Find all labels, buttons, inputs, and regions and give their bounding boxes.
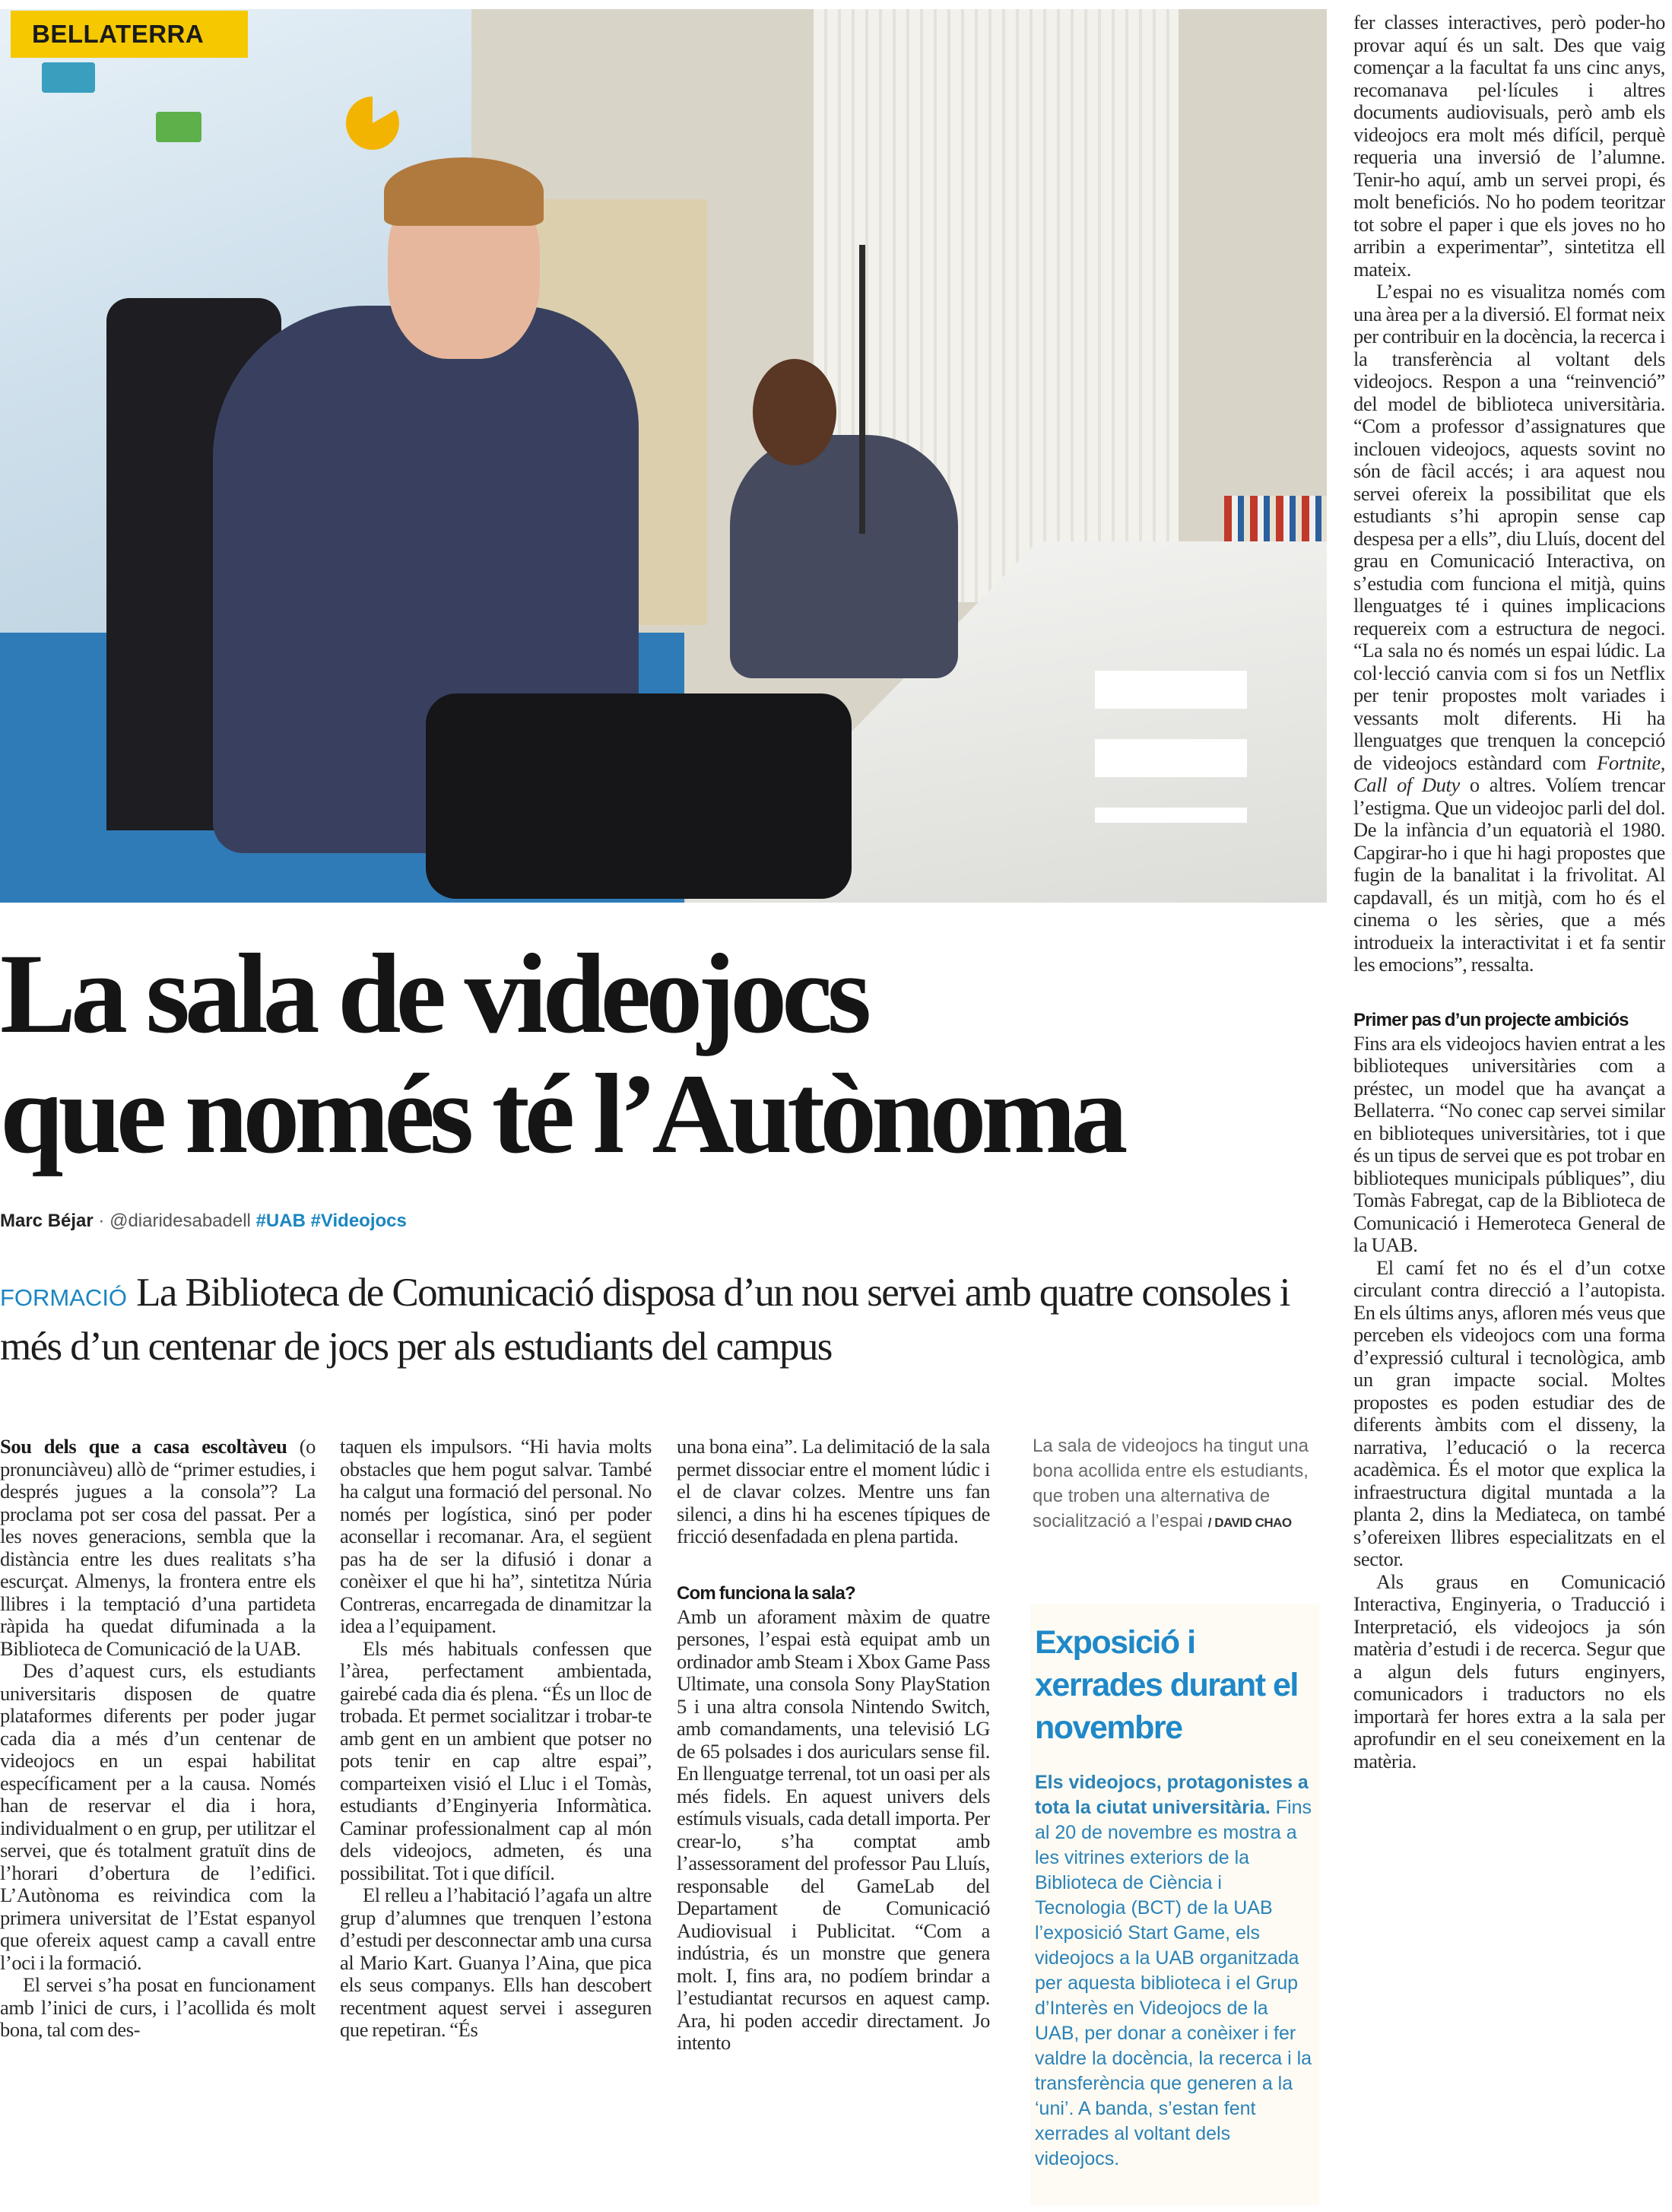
space-invader-icon	[42, 62, 95, 93]
caption-text: La sala de videojocs ha tingut una bona acollida entre els estudiants, que troben una alternativa de socialització a l’espai	[1033, 1436, 1309, 1531]
paragraph	[1353, 281, 1665, 976]
subheadline-text: La Biblioteca de Comunicació disposa d’un nou servei amb quatre consoles i més d’un centenar de jocs per als estudiants del campus	[0, 1271, 1290, 1369]
lead-in: Sou dels que a casa escoltàveu	[0, 1436, 287, 1458]
sidebar-text: Fins al 20 de novembre es mostra a les vitrines exteriors de la Biblioteca de Ciència i Tecnologia (BCT) de la UAB l’exposició Start Game, els videojocs a la UAB organitzada per aquesta biblioteca i el Grup d’Interès en Videojocs de la UAB, per donar a conèixer i fer valdre la docència, la recerca i la transferència que generen a la ‘uni’. A banda, s’estan fent xerrades al voltant dels videojocs.	[1035, 1797, 1312, 2169]
paragraph: Amb un aforament màxim de quatre persones, l’espai està equipat amb un ordinador amb Steam i Xbox Game Pass Ultimate, una consola Sony PlayStation 5 i una altra consola Nintendo Switch, amb comandaments, una televisió LG de 65 polsades i dos auriculars sense fil. En llenguatge terrenal, tot un oasi per als més fidels. En aquest univers dels estímuls visuals, cada detall importa. Per crear-lo, s’ha comptat amb l’assessorament del professor Pau Lluís, responsable del GameLab del Departament de Comunicació Audiovisual i Publicitat. “Com a indústria, és un monstre que genera molt. I, fins ara, no podíem brindar a l’estudiantat recursos en aquest camp. Ara, hi poden accedir directament. Jo intento	[677, 1604, 990, 2054]
headline-line-2: que només té l’Autònoma	[0, 1051, 1123, 1177]
student-hair	[384, 157, 544, 226]
paragraph: El camí fet no és el d’un cotxe circulant contra direcció a l’autopista. En els últims anys, afloren més veus que perceben els videojocs com una forma d’expressió cultural i tecnològica, amb un gran impacte social. Moltes propostes es poden estudiar des de diferents àmbits com el disseny, la narrativa, l’educació o la recerca acadèmica. És el motor que explica la infraestructura digital muntada a la planta 2, dins la Mediateca, on també s’ofereixen llibres especialitzats en el sector.	[1353, 1255, 1665, 1570]
space-invader-icon	[156, 112, 201, 142]
article-column-right	[1353, 11, 1665, 2210]
author: Marc Béjar	[0, 1211, 94, 1231]
section-tag: BELLATERRA	[11, 11, 248, 58]
student-girl-head	[753, 359, 836, 465]
paragraph: Els més habituals confessen que l’àrea, perfectament ambientada, gairebé cada dia és plena. “És un lloc de trobada. Et permet socialitzar i trobar-te amb gent en un ambient que potser no pots tenir en cap altre espai”, comparteixen visió el Lluc i el Tomàs, estudiants d’Enginyeria Informàtica. Caminar professionalment cap al món dels videojocs, admeten, és una possibilitat. Tot i que difícil.	[340, 1636, 652, 1884]
controllers	[1095, 671, 1247, 823]
sidebar-title: Exposició i xerrades durant el novembre	[1035, 1624, 1298, 1746]
article-column-3	[677, 1436, 990, 2211]
paragraph: fer classes interactives, però poder-ho provar aquí és un salt. Des que vaig començar a la facultat fa uns cinc anys, recomanava pel·lícules i altres documents audiovisuals, però amb els videojocs era molt més difícil, perquè requeria una inversió de l’alumne. Tenir-ho aquí, amb un servei propi, és molt beneficiós. No ho podem teoritzar tot sobre el paper i que els joves no ho arribin a experimentar”, sintetitza ell mateix.	[1353, 11, 1665, 281]
article-column-1	[0, 1436, 316, 2211]
byline-separator: ·	[98, 1211, 105, 1231]
kicker: FORMACIÓ	[0, 1284, 128, 1311]
section-heading: Primer pas d’un projecte ambiciós	[1353, 1009, 1629, 1030]
sidebar-lead: Els videojocs, protagonistes a tota la ciutat universitària.	[1035, 1772, 1309, 1818]
paragraph: Fins ara els videojocs havien entrat a les biblioteques universitàries com a préstec, un model que ha avançat a Bellaterra. “No conec cap servei similar en biblioteques universitàries, tot i que és un tipus de servei que es pot trobar en biblioteques municipals públiques”, diu Tomàs Fabregat, cap de la Biblioteca de Comunicació i Hemeroteca General de la UAB.	[1353, 1031, 1665, 1256]
coat-rack	[859, 245, 865, 534]
paragraph: Des d’aquest curs, els estudiants universitaris disposen de quatre plataformes diferents per poder jugar cada dia a més d’un centenar de videojocs en un espai habilitat específicament per a la causa. Només han de reservar el dia i hora, individualment o en grup, per utilitzar el servei, que és totalment gratuït dins de l’horari d’obertura de l’edifici. L’Autònoma es reivindica com la primera universitat de l’Estat espanyol que ofereix aquest camp a cavall entre l’oci i la formació.	[0, 1659, 316, 1974]
sidebar-body	[1035, 1770, 1315, 2172]
paragraph: una bona eina”. La delimitació de la sala permet dissociar entre el moment lúdic i el de clavar colzes. Mentre uns fan silenci, a dins hi ha escenes típiques de fricció desenfadada en plena partida.	[677, 1436, 990, 1547]
photo-caption	[1033, 1433, 1310, 1535]
article-column-2	[340, 1436, 652, 2211]
student-girl	[730, 435, 958, 678]
subheadline	[0, 1268, 1308, 1371]
hashtag-uab[interactable]: #UAB	[255, 1211, 306, 1231]
hashtag-videojocs[interactable]: #Videojocs	[310, 1211, 407, 1231]
paragraph: El relleu a l’habitació l’agafa un altre grup d’alumnes que trenquen l’estona d’estudi per desconnectar amb una cursa al Mario Kart. Guanya l’Aina, que pica els seus companys. Ells han descobert recentment aquest servei i asseguren que repetiran. “És	[340, 1884, 652, 2041]
paragraph: El servei s’ha posat en funcionament amb l’inici de curs, i l’acollida és molt bona, tal com des-	[0, 1973, 316, 2041]
paragraph: taquen els impulsors. “Hi havia molts obstacles que hem pogut salvar. També ha calgut una formació del personal. No només per logística, sinó per poder aconsellar i recomanar. Ara, el següent pas ha de ser la difusió i donar a conèixer el que hi ha”, sintetitza Núria Contreras, encarregada de dinamitzar la idea a l’equipament.	[340, 1436, 652, 1637]
paragraph-text: (o pronunciàveu) allò de “primer estudies, i després jugues a la consola”? La proclama pot ser cosa del passat. Per a les noves generacions, sembla que la distància entre les dues realitats s’ha escurçat. Almenys, la frontera entre els llibres i la temptació d’una partideta ràpida ha quedat difuminada a la Biblioteca de Comunicació de la UAB.	[0, 1436, 316, 1660]
paragraph	[0, 1436, 316, 1660]
paragraph: Als graus en Comunicació Interactiva, Enginyeria, o Traducció i Interpretació, els videojocs ja són matèria d’estudi i de recerca. Segur que a algun dels futurs enginyers, comunicadors i traductors no els importarà fer hores extra a la sala per aprofundir en el seu coneixement en la matèria.	[1353, 1569, 1665, 1772]
student-legs	[426, 693, 852, 899]
author-handle[interactable]: @diaridesabadell	[109, 1211, 251, 1231]
game-titles: Fortnite, Call of Duty	[1353, 751, 1665, 796]
headline-line-1: La sala de videojocs	[0, 931, 867, 1057]
article-photo	[0, 9, 1327, 903]
pacman-icon	[346, 97, 399, 150]
headline	[0, 931, 1331, 1177]
sidebar-box	[1030, 1604, 1319, 2205]
paragraph-text: o altres. Volíem trencar l’estigma. Que un videojoc parli del dol. De la infància d’un equatorià el 1980. Capgirar-ho i que hi hagi propostes que fugin de la banalitat i la frivolitat. Al capdavall, és un mitjà, com ho és el cinema o les sèries, que a més introdueix la interactivitat i et fa sentir les emocions”, ressalta.	[1353, 773, 1665, 976]
photo-credit: / DAVID CHAO	[1207, 1515, 1292, 1530]
paragraph-text: L’espai no es visualitza només com una àrea per a la diversió. El format neix per contribuir en la docència, la recerca i la transferència al voltant dels videojocs. Respon a una “reinvenció” del model de biblioteca universitària. “Com a professor d’assignatures que inclouen videojocs, aquests sovint no són de fàcil accés; i ara aquest nou servei ofereix la possibilitat que els estudiants s’hi apropin sense cap despesa per a ells”, diu Lluís, docent del grau en Comunicació Interactiva, on s’estudia com funciona el mitjà, quins llenguatges té i quines implicacions requereix com a estructura de negoci. “La sala no és només un espai lúdic. La col·lecció canvia com si fos un Netflix per tenir propostes molt variades i vessants molt diferents. Hi ha llenguatges que trenquen la concepció de videojocs estàndard com	[1353, 280, 1665, 774]
byline	[0, 1211, 407, 1232]
section-heading: Com funciona la sala?	[677, 1582, 855, 1604]
